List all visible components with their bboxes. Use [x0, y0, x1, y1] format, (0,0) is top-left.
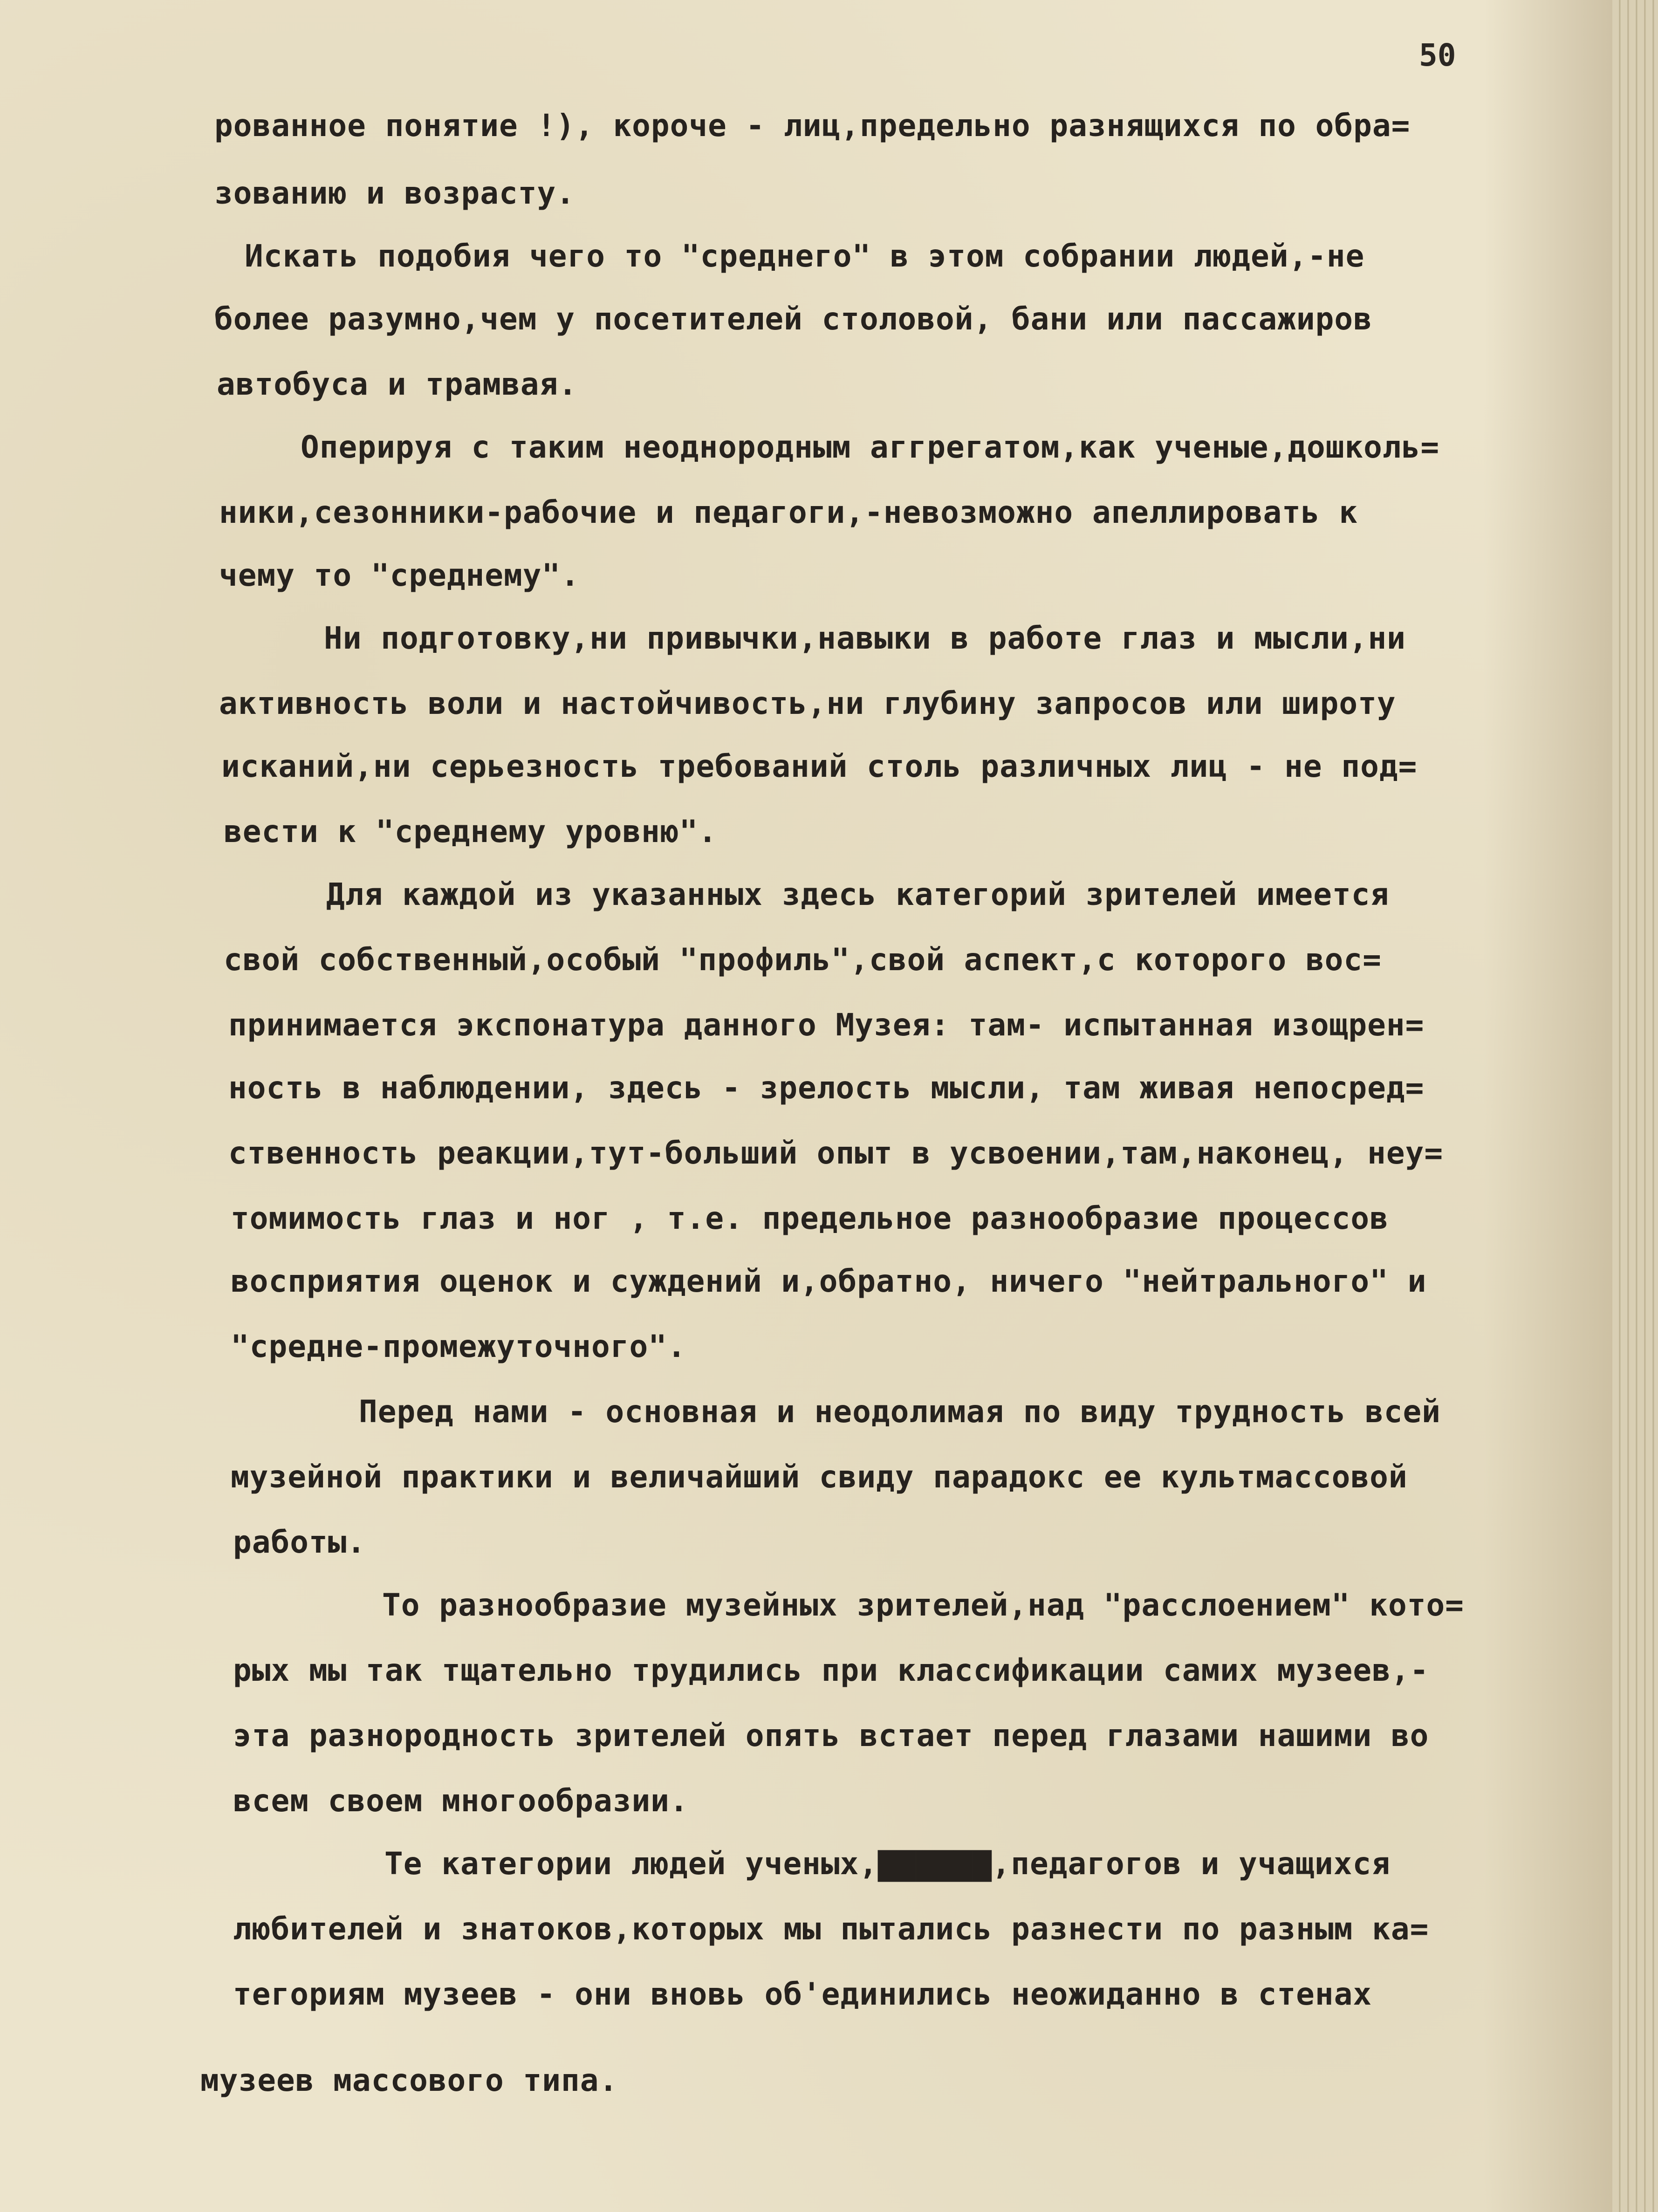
- text-line: исканий,ни серьезность требований столь различных лиц - не под=: [221, 748, 1418, 784]
- text-line: автобуса и трамвая.: [217, 366, 577, 402]
- text-line: восприятия оценок и суждений и,обратно, ничего "нейтрального" и: [231, 1263, 1427, 1299]
- text-line: томимость глаз и ног , т.е. предельное разнообразие процессов: [231, 1200, 1389, 1236]
- text-line: Искать подобия чего то "среднего" в этом собрании людей,-не: [245, 238, 1365, 274]
- text-line: активность воли и настойчивость,ни глубину запросов или широту: [219, 685, 1396, 721]
- text-line: свой собственный,особый "профиль",свой аспект,с которого вос=: [224, 942, 1382, 978]
- text-line: ность в наблюдении, здесь - зрелость мысли, там живая непосред=: [228, 1070, 1425, 1106]
- text-line: рых мы так тщательно трудились при классификации самих музеев,-: [233, 1652, 1429, 1688]
- page-number: 50: [1419, 37, 1456, 73]
- text-line: То разнообразие музейных зрителей,над "расслоением" кото=: [382, 1587, 1464, 1623]
- text-line: тегориям музеев - они вновь об'единились неожиданно в стенах: [233, 1976, 1372, 2012]
- text-line: Для каждой из указанных здесь категорий зрителей имеется: [326, 877, 1390, 912]
- text-line: Перед нами - основная и неодолимая по виду трудность всей: [359, 1394, 1441, 1430]
- text-line: ники,сезонники-рабочие и педагоги,-невозможно апеллировать к: [219, 494, 1358, 530]
- text-line: зованию и возрасту.: [214, 175, 575, 211]
- text-line: более разумно,чем у посетителей столовой, бани или пассажиров: [214, 301, 1372, 337]
- text-line: любителей и знатоков,которых мы пытались разнести по разным ка=: [233, 1911, 1429, 1947]
- text-line: эта разнородность зрителей опять встает перед глазами нашими во: [233, 1718, 1429, 1753]
- text-line: Ни подготовку,ни привычки,навыки в работе глаз и мысли,ни: [324, 620, 1406, 656]
- text-line: "средне-промежуточного".: [231, 1329, 686, 1364]
- text-line: всем своем многообразии.: [233, 1783, 689, 1819]
- text-line: ственность реакции,тут-больший опыт в усвоении,там,наконец, неу=: [228, 1135, 1444, 1171]
- text-line: чему то "среднему".: [219, 557, 580, 593]
- text-line: принимается экспонатура данного Музея: там- испытанная изощрен=: [228, 1007, 1425, 1043]
- text-line: музеев массового типа.: [200, 2062, 618, 2098]
- page-stack-edge: [1612, 0, 1658, 2212]
- text-line: Те категории людей ученых,▇▇▇▇▇▇,педагогов и учащихся: [384, 1846, 1391, 1882]
- text-line: работы.: [233, 1524, 366, 1560]
- text-line: рованное понятие !), короче - лиц,предельно разнящихся по обра=: [214, 108, 1411, 144]
- text-line: Оперируя с таким неоднородным аггрегатом,как ученые,дошколь=: [301, 429, 1440, 465]
- text-line: вести к "среднему уровню".: [224, 814, 718, 849]
- text-line: музейной практики и величайший свиду парадокс ее культмассовой: [231, 1459, 1408, 1495]
